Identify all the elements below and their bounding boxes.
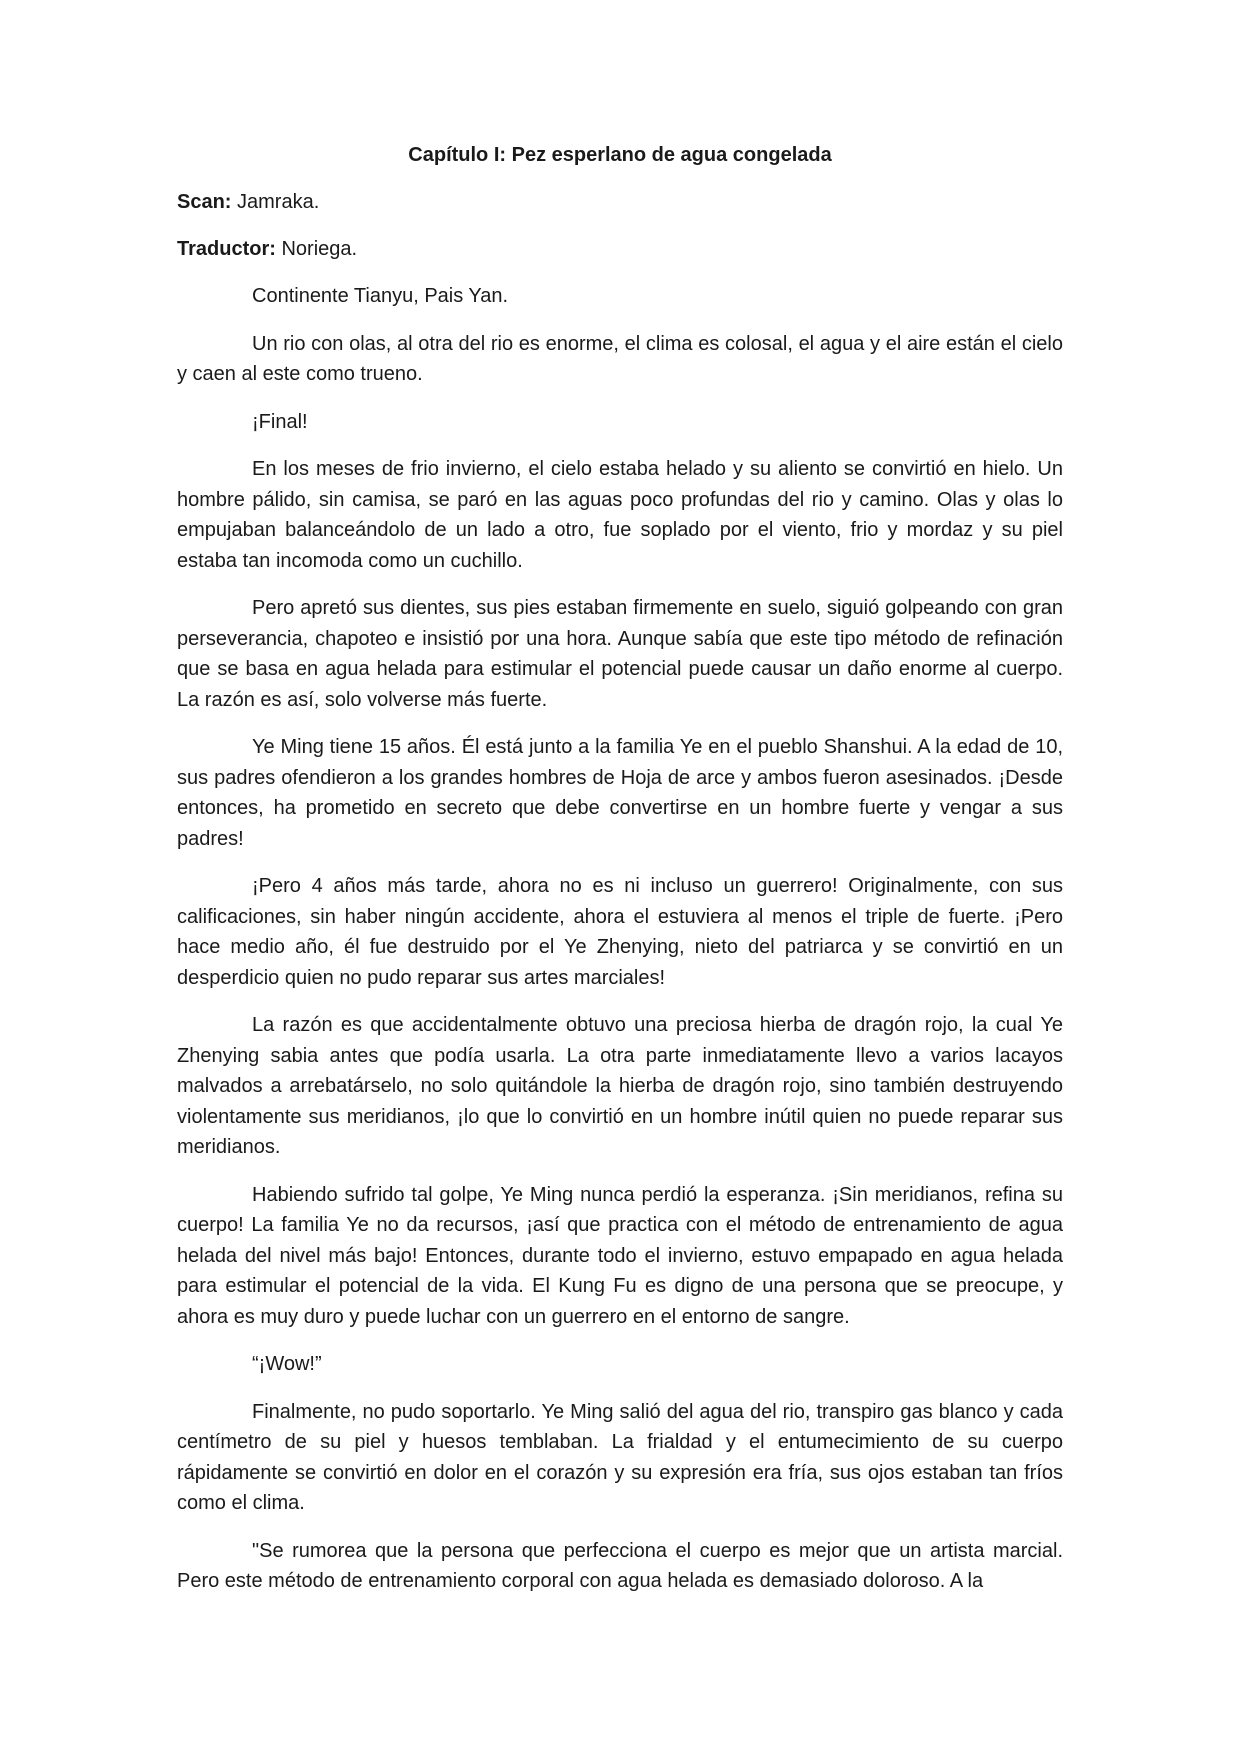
paragraph: ¡Final! [252, 410, 308, 433]
chapter-title: Capítulo I: Pez esperlano de agua congelada [408, 144, 832, 166]
paragraph: Ye Ming tiene 15 años. Él está junto a la familia Ye en el pueblo Shanshui. A la edad de 10, sus padres ofendieron a los grandes hombres de Hoja de arce y ambos fueron asesinados. ¡Desde entonces, ha prometido en secreto que debe convertirse en un hombre fuerte y vengar a sus padres! [177, 736, 1063, 850]
scan-value: Jamraka. [231, 191, 320, 213]
paragraph: ¡Pero 4 años más tarde, ahora no es ni incluso un guerrero! Originalmente, con sus calificaciones, sin haber ningún accidente, ahora el estuviera al menos el triple de fuerte. ¡Pero hace medio año, él fue destruido por el Ye Zhenying, nieto del patriarca y se convirtió en un desperdicio quien no pudo reparar sus artes marciales! [177, 875, 1063, 989]
paragraph: Finalmente, no pudo soportarlo. Ye Ming salió del agua del rio, transpiro gas blanco y cada centímetro de su piel y huesos temblaban. La frialdad y el entumecimiento de su cuerpo rápidamente se convirtió en dolor en el corazón y su expresión era fría, sus ojos estaban tan fríos como el clima. [177, 1400, 1063, 1514]
translator-label: Traductor: [177, 238, 276, 260]
paragraph: “¡Wow!” [252, 1353, 322, 1375]
paragraph: En los meses de frio invierno, el cielo estaba helado y su aliento se convirtió en hielo. Un hombre pálido, sin camisa, se paró en las aguas poco profundas del rio y camino. Olas y olas lo empujaban balanceándolo de un lado a otro, fue soplado por el viento, frio y mordaz y su piel estaba tan incomoda como un cuchillo. [177, 458, 1063, 572]
paragraph: Pero apretó sus dientes, sus pies estaban firmemente en suelo, siguió golpeando con gran perseverancia, chapoteo e insistió por una hora. Aunque sabía que este tipo método de refinación que se basa en agua helada para estimular el potencial puede causar un daño enorme al cuerpo. La razón es así, solo volverse más fuerte. [177, 597, 1063, 711]
paragraph: Continente Tianyu, Pais Yan. [252, 285, 509, 307]
translator-credit [177, 234, 1063, 264]
translator-value: Noriega. [275, 238, 358, 260]
paragraph: "Se rumorea que la persona que perfecciona el cuerpo es mejor que un artista marcial. Pero este método de entrenamiento corporal con agua helada es demasiado doloroso. A la [177, 1539, 1063, 1592]
paragraph: Habiendo sufrido tal golpe, Ye Ming nunca perdió la esperanza. ¡Sin meridianos, refina su cuerpo! La familia Ye no da recursos, ¡así que practica con el método de entrenamiento de agua helada del nivel más bajo! Entonces, durante todo el invierno, estuvo empapado en agua helada para estimular el potencial de la vida. El Kung Fu es digno de una persona que se preocupe, y ahora es muy duro y puede luchar con un guerrero en el entorno de sangre. [177, 1183, 1063, 1328]
document-page [177, 140, 1063, 1614]
paragraph: La razón es que accidentalmente obtuvo una preciosa hierba de dragón rojo, la cual Ye Zhenying sabia antes que podía usarla. La otra parte inmediatamente llevo a varios lacayos malvados a arrebatárselo, no solo quitándole la hierba de dragón rojo, sino también destruyendo violentamente sus meridianos, ¡lo que lo convirtió en un hombre inútil quien no puede reparar sus meridianos. [177, 1014, 1063, 1158]
scan-credit [177, 187, 1063, 217]
paragraph: Un rio con olas, al otra del rio es enorme, el clima es colosal, el agua y el aire están el cielo y caen al este como trueno. [177, 332, 1063, 385]
scan-label: Scan: [177, 191, 232, 213]
